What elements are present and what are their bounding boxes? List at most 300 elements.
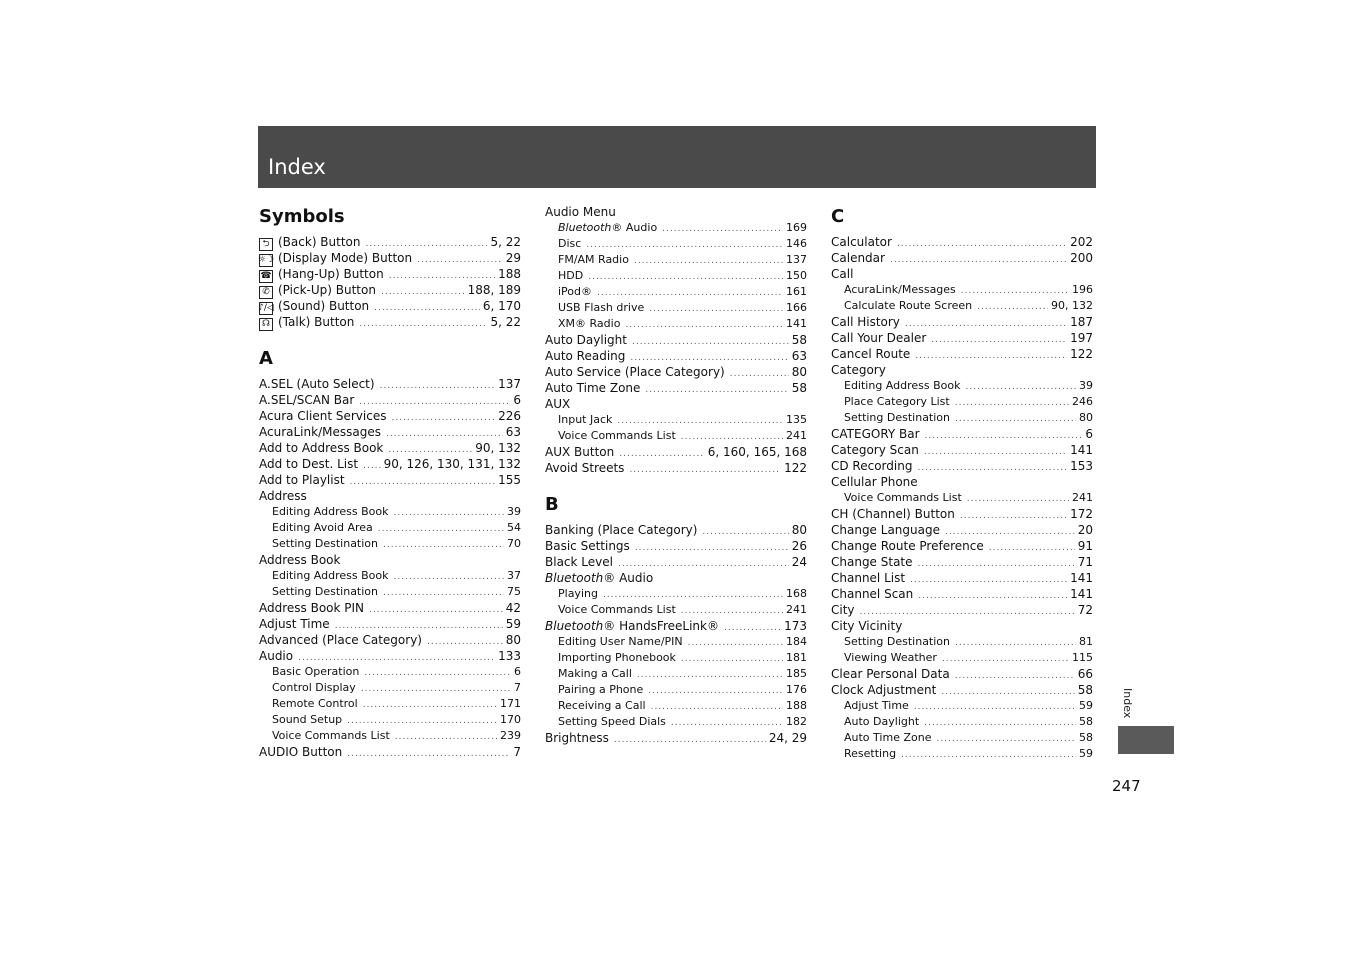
page-reference[interactable]: 58 [1079,715,1093,728]
page-reference[interactable]: 122 [784,461,807,475]
dot-leader [614,732,766,748]
dot-leader [619,446,705,462]
dot-leader [901,747,1076,763]
entry-label: Editing User Name/PIN [558,635,683,648]
entry-label: Auto Reading [545,349,626,363]
page-reference[interactable]: 58 [791,381,807,395]
index-subentry[interactable] [545,634,807,650]
dot-leader [369,602,503,618]
index-entry[interactable] [545,332,807,348]
index-subentry[interactable] [545,714,807,730]
index-subentry[interactable] [259,664,521,680]
dot-leader [588,269,783,285]
page-reference[interactable]: 173 [784,619,807,633]
index-entry[interactable] [545,204,807,220]
page-reference[interactable]: 26 [791,539,807,553]
page-reference[interactable]: 241 [786,429,807,442]
page-reference[interactable]: 90, 132 [475,441,521,455]
index-entry[interactable] [259,616,521,632]
entry-label: Setting Destination [844,635,951,648]
index-subentry[interactable] [831,298,1093,314]
entry-label: Editing Address Book [272,569,389,582]
page-reference[interactable]: 58 [791,333,807,347]
index-entry[interactable] [545,348,807,364]
entry-label: (Sound) Button [278,299,370,313]
entry-label: Channel Scan [831,587,914,601]
entry-label: City [831,603,855,617]
page-reference[interactable]: 182 [786,715,807,728]
index-entry[interactable] [831,602,1093,618]
page-reference[interactable]: 197 [1070,331,1093,345]
page-reference[interactable]: 153 [1070,459,1093,473]
index-entry[interactable] [545,380,807,396]
index-entry[interactable] [259,648,521,664]
page-reference[interactable]: 246 [1072,395,1093,408]
dot-leader [955,395,1069,411]
entry-label: Black Level [545,555,613,569]
index-subentry[interactable] [545,666,807,682]
index-entry[interactable] [259,456,521,472]
index-subentry[interactable] [545,412,807,428]
page-reference[interactable]: 7 [513,745,521,759]
dot-leader [924,715,1076,731]
entry-label: USB Flash drive [558,301,645,314]
index-subentry[interactable] [831,650,1093,666]
entry-label: Call History [831,315,900,329]
index-subentry[interactable] [545,698,807,714]
dot-leader [645,382,788,398]
index-entry[interactable] [259,488,521,504]
index-entry[interactable] [831,266,1093,282]
dot-leader [364,665,511,681]
dot-leader [905,316,1067,332]
index-entry[interactable] [545,570,807,586]
dot-leader [918,556,1075,572]
dot-leader [941,684,1074,700]
dot-leader [961,283,1069,299]
dot-leader [955,668,1075,684]
page-reference[interactable]: 137 [498,377,521,391]
dot-leader [967,491,1069,507]
page-reference[interactable]: 80 [1079,411,1093,424]
page-reference[interactable]: 141 [1070,571,1093,585]
dot-leader [917,460,1067,476]
index-subentry[interactable] [831,282,1093,298]
entry-label: Calendar [831,251,885,265]
page-reference[interactable]: 155 [498,473,521,487]
page-reference[interactable]: 70 [507,537,521,550]
page-reference[interactable]: 63 [505,425,521,439]
page-reference[interactable]: 176 [786,683,807,696]
index-subentry[interactable] [259,536,521,552]
index-subentry[interactable] [545,428,807,444]
index-entry[interactable] [831,506,1093,522]
index-subentry[interactable] [831,378,1093,394]
dot-leader [383,585,504,601]
index-subentry[interactable] [545,650,807,666]
page-reference[interactable]: 146 [786,237,807,250]
index-subentry[interactable] [545,236,807,252]
index-entry[interactable] [831,682,1093,698]
page-reference[interactable]: 141 [1070,587,1093,601]
page-reference[interactable]: 80 [791,523,807,537]
dot-leader [374,300,480,316]
dot-leader [651,699,783,715]
page-reference[interactable]: 185 [786,667,807,680]
entry-label: Receiving a Call [558,699,646,712]
page-reference[interactable]: 135 [786,413,807,426]
page-reference[interactable]: 184 [786,635,807,648]
index-subentry[interactable] [259,584,521,600]
index-entry[interactable] [259,552,521,568]
pick-up-icon: ✆ [259,286,273,299]
page-reference[interactable]: 169 [786,221,807,234]
index-entry[interactable] [831,362,1093,378]
index-entry[interactable] [545,444,807,460]
page-reference[interactable]: 37 [507,569,521,582]
page-reference[interactable]: 170 [500,713,521,726]
entry-label: A.SEL/SCAN Bar [259,393,355,407]
index-subentry[interactable] [831,490,1093,506]
entry-label: Clear Personal Data [831,667,950,681]
dot-leader [350,474,496,490]
index-subentry[interactable] [545,586,807,602]
index-subentry[interactable] [545,220,807,236]
dot-leader [925,428,1083,444]
page-reference[interactable]: 141 [786,317,807,330]
page-reference[interactable]: 42 [505,601,521,615]
entry-label: Pairing a Phone [558,683,644,696]
page-reference[interactable]: 202 [1070,235,1093,249]
dot-leader [942,651,1069,667]
page-reference[interactable]: 54 [507,521,521,534]
page-reference[interactable]: 172 [1070,507,1093,521]
dot-leader [966,379,1077,395]
page-reference[interactable]: 75 [507,585,521,598]
index-subentry[interactable] [545,252,807,268]
dot-leader [395,729,497,745]
entry-label: Bluetooth® HandsFreeLink® [545,619,719,633]
dot-leader [417,252,503,268]
index-subentry[interactable] [259,712,521,728]
entry-label: Acura Client Services [259,409,387,423]
index-subentry[interactable] [259,680,521,696]
index-subentry[interactable] [545,300,807,316]
entry-label: CD Recording [831,459,913,473]
page-reference[interactable]: 137 [786,253,807,266]
page-reference[interactable]: 161 [786,285,807,298]
index-entry[interactable] [831,586,1093,602]
dot-leader [625,317,783,333]
dot-leader [394,505,505,521]
index-entry[interactable] [831,522,1093,538]
index-entry[interactable] [831,330,1093,346]
index-subentry[interactable] [831,714,1093,730]
dot-leader [380,378,496,394]
page-reference[interactable]: 171 [500,697,521,710]
index-entry[interactable] [831,666,1093,682]
entry-label: Channel List [831,571,906,585]
entry-label: FM/AM Radio [558,253,629,266]
page-reference[interactable]: 168 [786,587,807,600]
entry-label: Add to Playlist [259,473,345,487]
dot-leader [724,620,781,636]
entry-label: Editing Avoid Area [272,521,373,534]
page-reference[interactable]: 24 [791,555,807,569]
dot-leader [634,253,783,269]
index-subentry[interactable] [831,730,1093,746]
index-column-3 [831,204,1093,762]
page-reference[interactable]: 59 [1079,747,1093,760]
page-reference[interactable]: 81 [1079,635,1093,648]
page-reference[interactable]: 91 [1077,539,1093,553]
index-subentry[interactable] [545,316,807,332]
index-subentry[interactable] [831,698,1093,714]
page-reference[interactable]: 59 [505,617,521,631]
index-subentry[interactable] [259,728,521,744]
dot-leader [681,651,783,667]
entry-label: Audio Menu [545,205,616,219]
page-reference[interactable]: 187 [1070,315,1093,329]
index-entry[interactable] [545,364,807,380]
entry-label: Cellular Phone [831,475,918,489]
index-entry[interactable] [831,570,1093,586]
display-mode-icon: ☼☽ [257,255,275,265]
index-entry[interactable] [259,408,521,424]
sound-icon: ♪/◁ [258,303,274,313]
index-subentry[interactable] [831,410,1093,426]
entry-label: Adjust Time [844,699,909,712]
index-subentry[interactable] [545,602,807,618]
page-reference[interactable]: 200 [1070,251,1093,265]
dot-leader [671,715,783,731]
index-entry[interactable] [259,392,521,408]
page-reference[interactable]: 150 [786,269,807,282]
index-entry[interactable] [259,424,521,440]
index-entry[interactable] [259,250,521,266]
dot-leader [897,236,1067,252]
page-reference[interactable]: 226 [498,409,521,423]
entry-label: CH (Channel) Button [831,507,955,521]
section-spacer [259,330,521,346]
index-entry[interactable] [831,458,1093,474]
page-reference[interactable]: 71 [1077,555,1093,569]
section-heading-a: A [259,348,273,369]
page-reference[interactable]: 90, 126, 130, 131, 132 [383,457,521,471]
page-reference[interactable]: 188 [498,267,521,281]
entry-label: HDD [558,269,584,282]
entry-label: Category [831,363,886,377]
page-reference[interactable]: 58 [1079,731,1093,744]
dot-leader [688,635,783,651]
index-entry[interactable] [259,314,521,330]
entry-label: Cancel Route [831,347,911,361]
entry-label: Auto Time Zone [844,731,932,744]
entry-label: Setting Destination [844,411,951,424]
talk-icon: ☊ [259,318,273,331]
index-subentry[interactable] [259,568,521,584]
index-subentry[interactable] [545,268,807,284]
index-entry[interactable] [259,600,521,616]
page-reference[interactable]: 63 [791,349,807,363]
page-reference[interactable]: 5, 22 [490,315,521,329]
page-reference[interactable]: 188 [786,699,807,712]
index-subentry[interactable] [831,394,1093,410]
index-entry[interactable] [545,460,807,476]
index-entry[interactable] [831,538,1093,554]
page-reference[interactable]: 90, 132 [1051,299,1093,312]
dot-leader [361,681,511,697]
dot-leader [977,299,1048,315]
page-reference[interactable]: 181 [786,651,807,664]
index-entry[interactable] [545,554,807,570]
index-entry[interactable] [831,426,1093,442]
entry-label: Advanced (Place Category) [259,633,422,647]
entry-label: (Talk) Button [278,315,355,329]
page-reference[interactable]: 241 [1072,491,1093,504]
entry-label: Clock Adjustment [831,683,937,697]
page-reference[interactable]: 58 [1077,683,1093,697]
entry-label: Category Scan [831,443,919,457]
entry-label: Voice Commands List [558,603,676,616]
page-reference[interactable]: 24, 29 [768,731,807,745]
entry-label: Bluetooth® Audio [545,571,654,585]
index-entry[interactable] [259,632,521,648]
page-reference[interactable]: 59 [1079,699,1093,712]
entry-label: Viewing Weather [844,651,937,664]
index-entry[interactable] [259,234,521,250]
index-entry[interactable] [545,396,807,412]
entry-label: Bluetooth® Audio [558,221,658,234]
index-entry[interactable] [259,440,521,456]
page-title: Index [268,155,326,179]
dot-leader [381,284,465,300]
page-reference[interactable]: 39 [1079,379,1093,392]
page-reference[interactable]: 115 [1072,651,1093,664]
index-entry[interactable] [545,522,807,538]
index-subentry[interactable] [259,504,521,520]
entry-label: AUDIO Button [259,745,343,759]
index-entry[interactable] [831,474,1093,490]
page-reference[interactable]: 80 [505,633,521,647]
entry-label: Adjust Time [259,617,330,631]
entry-label: Voice Commands List [272,729,390,742]
page-reference[interactable]: 7 [514,681,521,694]
entry-label: Calculator [831,235,892,249]
index-subentry[interactable] [831,634,1093,650]
page-reference[interactable]: 166 [786,301,807,314]
entry-label: Add to Address Book [259,441,384,455]
dot-leader [681,603,783,619]
dot-leader [702,524,788,540]
dot-leader [890,252,1067,268]
page-reference[interactable]: 6 [1085,427,1093,441]
index-entry[interactable] [831,314,1093,330]
page-reference[interactable]: 6, 160, 165, 168 [707,445,807,459]
entry-label: Importing Phonebook [558,651,676,664]
page-reference[interactable]: 5, 22 [490,235,521,249]
page-reference[interactable]: 241 [786,603,807,616]
index-entry[interactable] [545,730,807,746]
page-reference[interactable]: 196 [1072,283,1093,296]
dot-leader [603,587,783,603]
entry-label: iPod® [558,285,593,298]
index-entry[interactable] [545,618,807,634]
index-entry[interactable] [259,266,521,282]
index-subentry[interactable] [545,682,807,698]
page-reference[interactable]: 6, 170 [482,299,521,313]
section-heading-b: B [545,494,559,515]
page-reference[interactable]: 66 [1077,667,1093,681]
index-subentry[interactable] [259,696,521,712]
entry-label: Change Route Preference [831,539,984,553]
dot-leader [617,413,783,429]
page-reference[interactable]: 6 [514,665,521,678]
page-reference[interactable]: 6 [513,393,521,407]
index-entry[interactable] [545,538,807,554]
index-subentry[interactable] [831,746,1093,762]
index-entry[interactable] [259,376,521,392]
page-reference[interactable]: 20 [1077,523,1093,537]
page-reference[interactable]: 39 [507,505,521,518]
index-subentry[interactable] [259,520,521,536]
dot-leader [649,301,783,317]
entry-label: AUX [545,397,571,411]
index-entry[interactable] [831,442,1093,458]
index-entry[interactable] [831,346,1093,362]
entry-label: (Back) Button [278,235,361,249]
dot-leader [648,683,783,699]
dot-leader [394,569,505,585]
entry-label: AcuraLink/Messages [259,425,381,439]
index-entry[interactable] [831,234,1093,250]
index-entry[interactable] [831,250,1093,266]
index-entry[interactable] [259,298,521,314]
page-reference[interactable]: 239 [500,729,521,742]
entry-label: Sound Setup [272,713,343,726]
page-number: 247 [1112,777,1141,795]
dot-leader [637,667,783,683]
index-entry[interactable] [259,744,521,760]
index-entry[interactable] [831,618,1093,634]
index-entry[interactable] [831,554,1093,570]
entry-label: Call [831,267,854,281]
side-tab-label: Index [1121,688,1134,719]
page-reference[interactable]: 141 [1070,443,1093,457]
index-subentry[interactable] [545,284,807,300]
entry-label: Remote Control [272,697,358,710]
page-reference[interactable]: 72 [1077,603,1093,617]
entry-label: A.SEL (Auto Select) [259,377,375,391]
index-entry[interactable] [259,472,521,488]
entry-label: Banking (Place Category) [545,523,698,537]
entry-label: Auto Daylight [844,715,920,728]
entry-label: Auto Time Zone [545,381,641,395]
back-icon: ⮌ [259,238,273,251]
entry-label: Editing Address Book [844,379,961,392]
index-column-2 [545,204,807,746]
page-reference[interactable]: 122 [1070,347,1093,361]
dot-leader [635,540,789,556]
entry-label: Calculate Route Screen [844,299,973,312]
page-reference[interactable]: 133 [498,649,521,663]
page-reference[interactable]: 80 [791,365,807,379]
index-column-1 [259,204,521,760]
page-reference[interactable]: 29 [505,251,521,265]
index-entry[interactable] [259,282,521,298]
page-reference[interactable]: 188, 189 [467,283,521,297]
side-tab[interactable] [1118,726,1174,754]
